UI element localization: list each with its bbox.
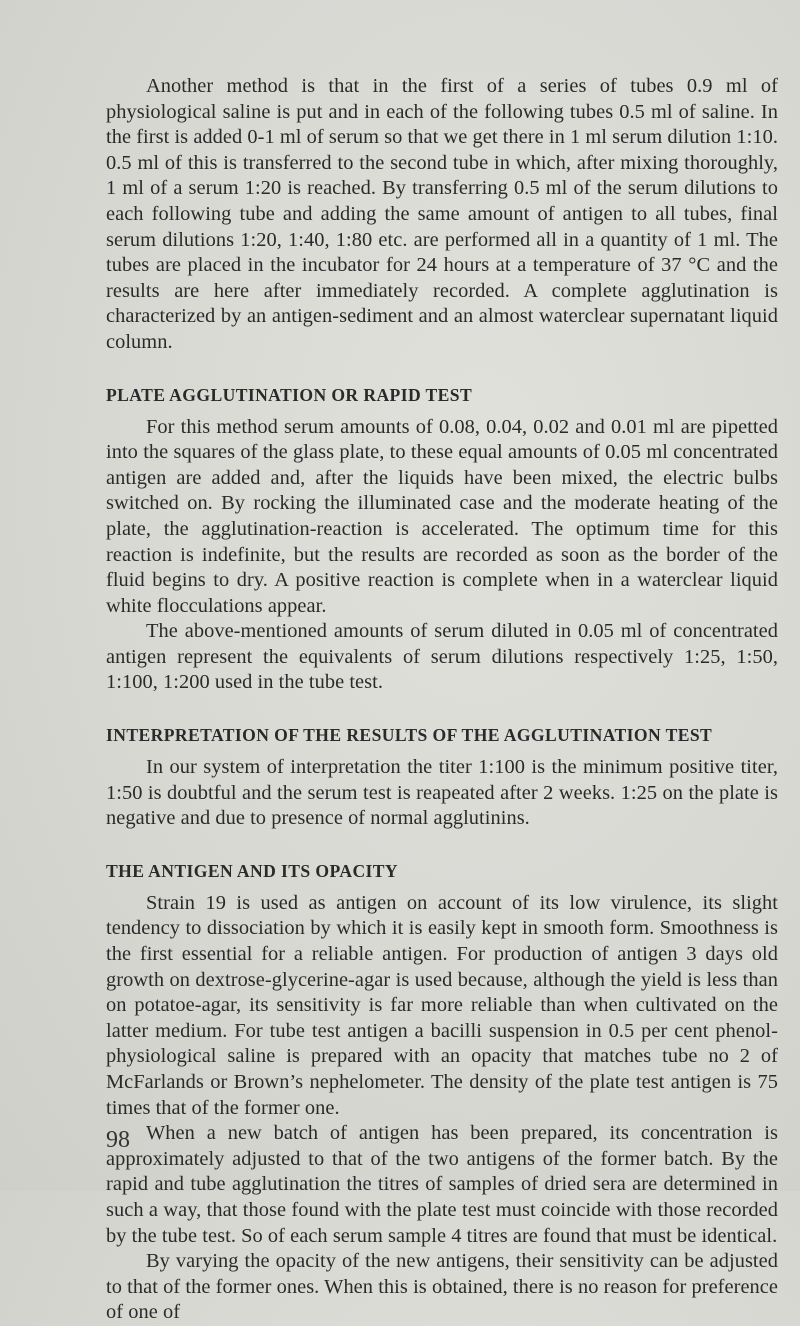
section-gap <box>106 696 778 723</box>
page-number: 98 <box>106 1127 130 1153</box>
section-gap <box>106 832 778 859</box>
paragraph-intro: Another method is that in the first of a series of tubes 0.9 ml of physiological saline is put and in each of the following tubes 0.5 ml of saline. In the first is added 0-1 ml of serum so that we get there in 1 ml serum dilution 1:10. 0.5 ml of this is transferred to the second tube in which, after mixing thoroughly, 1 ml of a serum 1:20 is reached. By transferring 0.5 ml of the serum dilutions to each following tube and adding the same amount of antigen to all tubes, final serum dilutions 1:20, 1:40, 1:80 etc. are performed all in a quantity of 1 ml. The tubes are placed in the incubator for 24 hours at a temperature of 37 °C and the results are here after immediately recorded. A complete agglutination is characterized by an antigen-sediment and an almost waterclear supernatant liquid column. <box>106 75 778 353</box>
heading-interpretation: INTERPRETATION OF THE RESULTS OF THE AGGLUTINATION TEST <box>106 725 713 746</box>
heading-gap <box>106 747 778 755</box>
paragraph-antigen-opacity: By varying the opacity of the new antigens, their sensitivity can be adjusted to that of the former ones. When this is obtained, there is no reason for preference of one of <box>106 1250 778 1324</box>
paragraph-antigen-batch: When a new batch of antigen has been prepared, its concentration is approximately adjusted to that of the two antigens of the former batch. By the rapid and tube agglutination the titres of samples of dried sera are determined in such a way, that those found with the plate test must coincide with those recorded by the tube test. So of each serum sample 4 titres are found that must be identical. <box>106 1122 778 1247</box>
paragraph-plate-method: For this method serum amounts of 0.08, 0.04, 0.02 and 0.01 ml are pipetted into the squares of the glass plate, to these equal amounts of 0.05 ml concentrated antigen are added and, after the liquids have been mixed, the electric bulbs switched on. By rocking the illuminated case and the moderate heating of the plate, the agglutination-reaction is accelerated. The optimum time for this reaction is indefinite, but the results are recorded as soon as the border of the fluid begins to dry. A positive reaction is complete when in a waterclear liquid white flocculations appear. <box>106 415 778 617</box>
heading-gap <box>106 407 778 415</box>
paragraph-antigen-strain: Strain 19 is used as antigen on account of its low virulence, its slight tendency to dissociation by which it is easily kept in smooth form. Smoothness is the first essential for a reliable antigen. For production of antigen 3 days old growth on dextrose-glycerine-agar is used because, although the yield is less than on potatoe-agar, its sensitivity is far more reliable than when cultivated on the latter medium. For tube test antigen a bacilli suspension in 0.5 per cent phenol-physiological saline is prepared with an opacity that matches tube no 2 of McFarlands or Brown’s nephelometer. The density of the plate test antigen is 75 times that of the former one. <box>106 891 778 1119</box>
heading-plate-agglutination: PLATE AGGLUTINATION OR RAPID TEST <box>106 384 473 405</box>
paragraph-interpretation: In our system of interpretation the titer 1:100 is the minimum positive titer, 1:50 is doubtful and the serum test is reapeated after 2 weeks. 1:25 on the plate is negative and due to presence of normal agglutinins. <box>106 756 778 830</box>
section-gap <box>106 356 778 383</box>
heading-gap <box>106 883 778 891</box>
heading-antigen-opacity: THE ANTIGEN AND ITS OPACITY <box>106 860 399 881</box>
paragraph-plate-equivalents: The above-mentioned amounts of serum diluted in 0.05 ml of concentrated antigen represent the equivalents of serum dilutions respectively 1:25, 1:50, 1:100, 1:200 used in the tube test. <box>106 620 778 694</box>
